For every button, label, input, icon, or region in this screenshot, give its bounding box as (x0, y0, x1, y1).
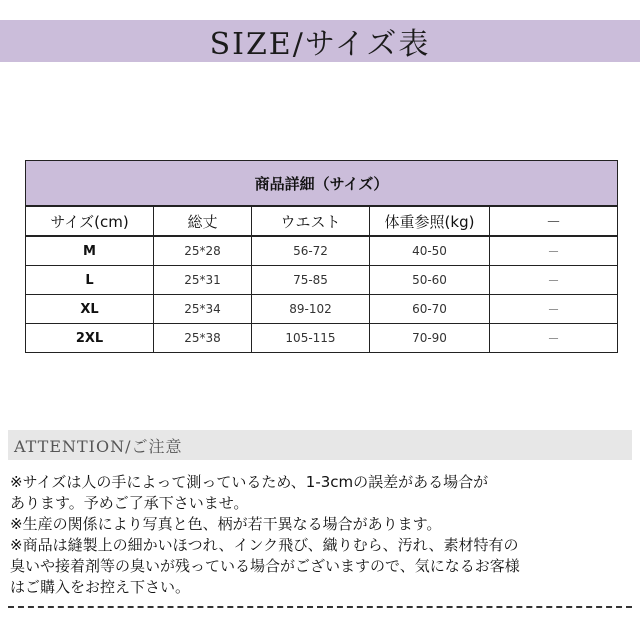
cell-size: 2XL (26, 324, 154, 353)
header-weight: 体重参照(kg) (370, 206, 490, 236)
note-line: 臭いや接着剤等の臭いが残っている場合がございますので、気になるお客様 (10, 557, 520, 575)
table-row (26, 324, 618, 353)
note-line: あります。予めご了承下さいませ。 (10, 494, 249, 512)
cell-extra: － (490, 266, 618, 295)
cell-extra: － (490, 236, 618, 266)
attention-title: ATTENTION/ご注意 (14, 436, 183, 456)
note-line: ※生産の関係により写真と色、柄が若干異なる場合があります。 (10, 515, 442, 533)
size-table (25, 160, 618, 353)
cell-waist: 75-85 (252, 266, 370, 295)
table-caption: 商品詳細（サイズ） (26, 161, 618, 207)
header-size: サイズ(cm) (26, 206, 154, 236)
cell-size: L (26, 266, 154, 295)
header-waist: ウエスト (252, 206, 370, 236)
note-line: ※サイズは人の手によって測っているため、1-3cmの誤差がある場合が (10, 473, 489, 491)
cell-waist: 89-102 (252, 295, 370, 324)
cell-weight: 70-90 (370, 324, 490, 353)
note-line: ※商品は縫製上の細かいほつれ、インク飛び、織りむら、汚れ、素材特有の (10, 536, 519, 554)
cell-total-length: 25*34 (154, 295, 252, 324)
cell-waist: 56-72 (252, 236, 370, 266)
table-row (26, 266, 618, 295)
cell-extra: － (490, 295, 618, 324)
table-row (26, 295, 618, 324)
size-chart-title: SIZE/サイズ表 (209, 27, 431, 62)
table-header-row (26, 206, 618, 236)
note-line: はご購入をお控え下さい。 (10, 578, 191, 596)
dashed-divider (8, 606, 632, 608)
cell-weight: 50-60 (370, 266, 490, 295)
cell-weight: 60-70 (370, 295, 490, 324)
size-chart-banner (0, 20, 640, 62)
header-total-length: 総丈 (154, 206, 252, 236)
header-extra: － (490, 206, 618, 236)
cell-total-length: 25*28 (154, 236, 252, 266)
cell-size: XL (26, 295, 154, 324)
cell-weight: 40-50 (370, 236, 490, 266)
cell-size: M (26, 236, 154, 266)
cell-total-length: 25*31 (154, 266, 252, 295)
attention-header (8, 430, 632, 460)
cell-waist: 105-115 (252, 324, 370, 353)
table-row (26, 236, 618, 266)
attention-notes (10, 472, 632, 598)
table-caption-row (26, 161, 618, 207)
cell-total-length: 25*38 (154, 324, 252, 353)
cell-extra: － (490, 324, 618, 353)
